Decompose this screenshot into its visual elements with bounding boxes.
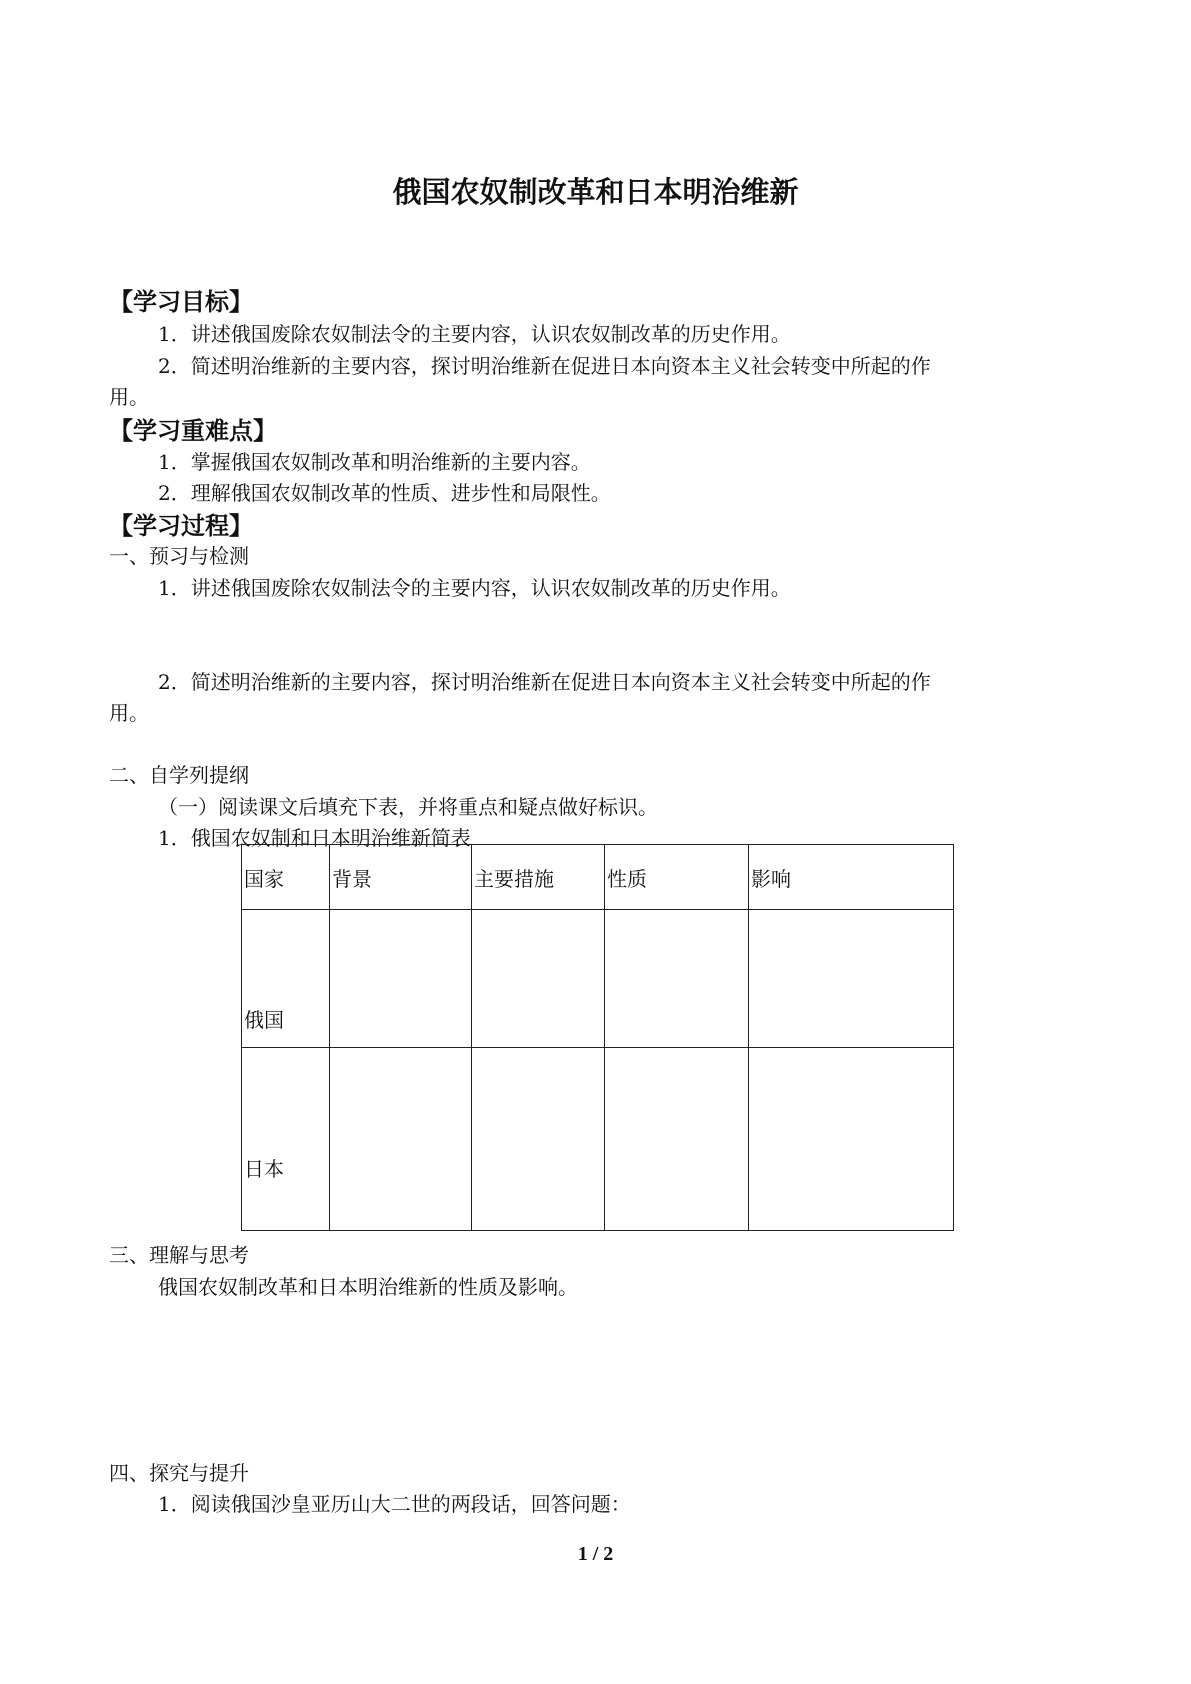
table-header-cell: 主要措施 [472, 845, 605, 910]
part2-heading: 二、自学列提纲 [109, 763, 249, 787]
table-title: 1．俄国农奴制和日本明治维新简表 [158, 826, 471, 850]
summary-table [241, 844, 954, 1231]
objective-item-1: 1．讲述俄国废除农奴制法令的主要内容，认识农奴制改革的历史作用。 [158, 322, 791, 346]
table-cell-blank [749, 910, 954, 1048]
table-row [242, 910, 954, 1048]
key-point-item-1: 1．掌握俄国农奴制改革和明治维新的主要内容。 [158, 450, 591, 474]
objectives-heading: 【学习目标】 [109, 288, 253, 316]
table-cell-blank [330, 910, 472, 1048]
key-points-heading: 【学习重难点】 [109, 417, 277, 445]
table-header-cell: 国家 [242, 845, 330, 910]
objective-item-2-cont: 用。 [109, 385, 149, 409]
table-row-label: 俄国 [242, 910, 330, 1048]
table-cell-blank [330, 1048, 472, 1231]
objective-item-2: 2．简述明治维新的主要内容，探讨明治维新在促进日本向资本主义社会转变中所起的作 [158, 354, 931, 378]
table-cell-blank [472, 1048, 605, 1231]
part4-item-1: 1．阅读俄国沙皇亚历山大二世的两段话，回答问题： [158, 1492, 631, 1516]
part4-heading: 四、探究与提升 [109, 1461, 249, 1485]
part3-heading: 三、理解与思考 [109, 1243, 249, 1267]
part1-item-1: 1．讲述俄国废除农奴制法令的主要内容，认识农奴制改革的历史作用。 [158, 576, 791, 600]
table-header-cell: 性质 [605, 845, 749, 910]
part1-heading: 一、预习与检测 [109, 544, 249, 568]
page-number: 1 / 2 [577, 1543, 614, 1565]
table-cell-blank [472, 910, 605, 1048]
part3-question: 俄国农奴制改革和日本明治维新的性质及影响。 [158, 1275, 578, 1299]
table-cell-blank [749, 1048, 954, 1231]
page-title: 俄国农奴制改革和日本明治维新 [392, 175, 799, 209]
part1-item-2: 2．简述明治维新的主要内容，探讨明治维新在促进日本向资本主义社会转变中所起的作 [158, 670, 931, 694]
key-point-item-2: 2．理解俄国农奴制改革的性质、进步性和局限性。 [158, 481, 611, 505]
table-header-row [242, 845, 954, 910]
part2-sub-1: （一）阅读课文后填充下表，并将重点和疑点做好标识。 [158, 795, 658, 819]
table-cell-blank [605, 910, 749, 1048]
table-header-cell: 影响 [749, 845, 954, 910]
process-heading: 【学习过程】 [109, 512, 253, 540]
part1-item-2-cont: 用。 [109, 701, 149, 725]
table-row [242, 1048, 954, 1231]
table-row-label: 日本 [242, 1048, 330, 1231]
table-cell-blank [605, 1048, 749, 1231]
table-header-cell: 背景 [330, 845, 472, 910]
